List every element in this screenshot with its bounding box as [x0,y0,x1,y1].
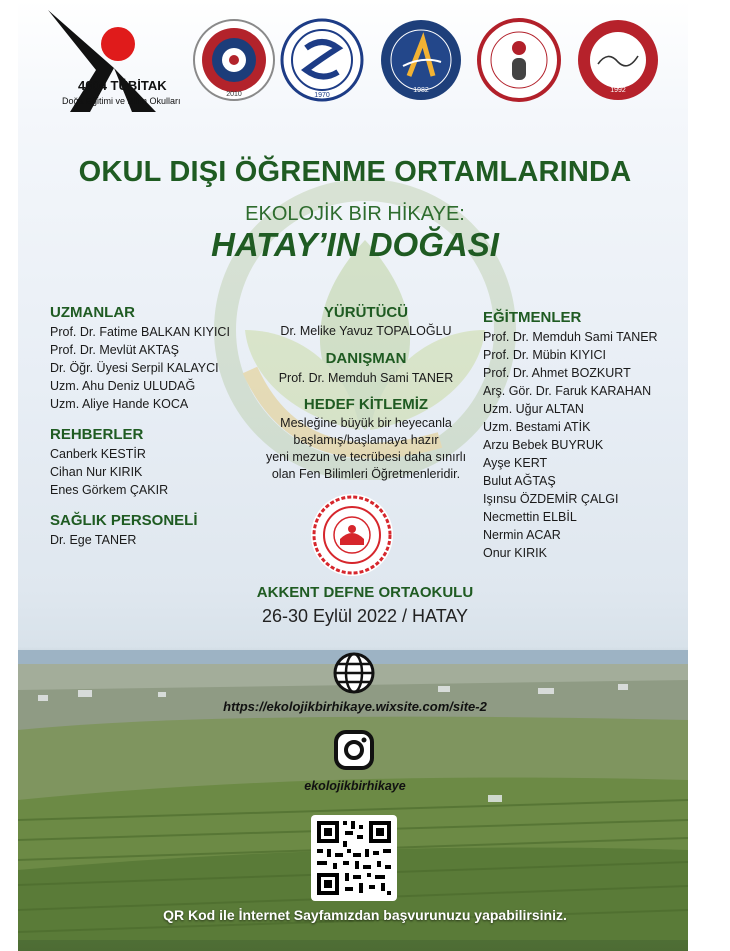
egitmen-name: Prof. Dr. Mübin KIYICI [483,348,606,362]
saglik-title: SAĞLIK PERSONELİ [50,512,198,529]
sakarya-universitesi-logo [280,18,364,102]
iskenderun-bilsem-logo [192,18,276,102]
egitmen-name: Ayşe KERT [483,456,548,470]
meb-logo [310,493,394,577]
instagram-icon [333,729,375,771]
rehber-name: Enes Görkem ÇAKIR [50,483,169,497]
event-dates: 26-30 Eylül 2022 / HATAY [261,606,469,626]
website-link[interactable]: https://ekolojikbirhikaye.wixsite.com/site-2 [223,699,487,714]
danisman-name: Prof. Dr. Memduh Sami TANER [278,371,454,385]
bilsem-year: 2010 [226,91,242,98]
hedef-line: başlamış/başlamaya hazır [293,433,439,447]
tubitak-name: 4004 TÜBİTAK [78,78,167,93]
subtitle: EKOLOJİK BİR HİKAYE: [245,203,465,225]
iskenderun-teknik-universitesi-logo [477,18,561,102]
saglik-name: Dr. Ege TANER [50,533,137,547]
globe-icon [332,651,376,695]
uzman-name: Prof. Dr. Mevlüt AKTAŞ [50,343,179,357]
egitmen-name: Prof. Dr. Memduh Sami TANER [483,330,658,344]
uzman-name: Prof. Dr. Fatime BALKAN KIYICI [50,325,230,339]
egitmen-name: Uzm. Bestami ATİK [483,420,591,434]
egitmenler-title: EĞİTMENLER [483,309,582,326]
left-margin [0,0,18,951]
uzmanlar-title: UZMANLAR [50,304,135,321]
yurutucu-title: YÜRÜTÜCÜ [323,304,409,321]
hatay-mustafa-kemal-universitesi-logo [576,18,660,102]
egitmen-name: Arş. Gör. Dr. Faruk KARAHAN [483,384,652,398]
right-margin [688,0,730,951]
hedef-line: Mesleğine büyük bir heyecanla [280,416,452,430]
school-name: AKKENT DEFNE ORTAOKULU [256,584,474,601]
tubitak-subtitle: Doğa Eğitimi ve Bilim Okulları [62,96,181,106]
instagram-handle[interactable]: ekolojikbirhikaye [304,779,406,793]
footer-note: QR Kod ile İnternet Sayfamızdan başvurunuzu yapabilirsiniz. [163,907,567,923]
uzman-name: Uzm. Aliye Hande KOCA [50,397,189,411]
egitmen-name: Bulut AĞTAŞ [483,474,556,488]
rehber-name: Canberk KESTİR [50,447,146,461]
uzman-name: Uzm. Ahu Deniz ULUDAĞ [50,379,196,393]
egitmen-name: Nermin ACAR [483,528,561,542]
sakarya-year: 1970 [314,92,330,99]
rehber-name: Cihan Nur KIRIK [50,465,143,479]
hedef-line: yeni mezun ve tecrübesi daha sınırlı [265,450,467,464]
hedef-line: olan Fen Bilimleri Öğretmenleridir. [271,467,461,481]
egitmen-name: Prof. Dr. Ahmet BOZKURT [483,366,631,380]
yurutucu-name: Dr. Melike Yavuz TOPALOĞLU [280,324,452,338]
hmku-year: 1992 [610,87,626,94]
danisman-title: DANIŞMAN [325,350,407,367]
egitmen-name: Arzu Bebek BUYRUK [483,438,604,452]
rehberler-title: REHBERLER [50,426,144,443]
egitmen-name: Işınsu ÖZDEMİR ÇALGI [483,492,619,506]
egitmen-name: Uzm. Uğur ALTAN [483,402,584,416]
akdeniz-universitesi-logo [379,18,463,102]
headline: HATAY’IN DOĞASI [211,226,499,263]
hedef-title: HEDEF KİTLEMİZ [303,396,429,413]
qr-code[interactable] [311,815,397,901]
egitmen-name: Onur KIRIK [483,546,547,560]
main-title: OKUL DIŞI ÖĞRENME ORTAMLARINDA [78,156,632,188]
akdeniz-year: 1982 [413,87,429,94]
egitmen-name: Necmettin ELBİL [483,510,577,524]
uzman-name: Dr. Öğr. Üyesi Serpil KALAYCI [50,361,219,375]
